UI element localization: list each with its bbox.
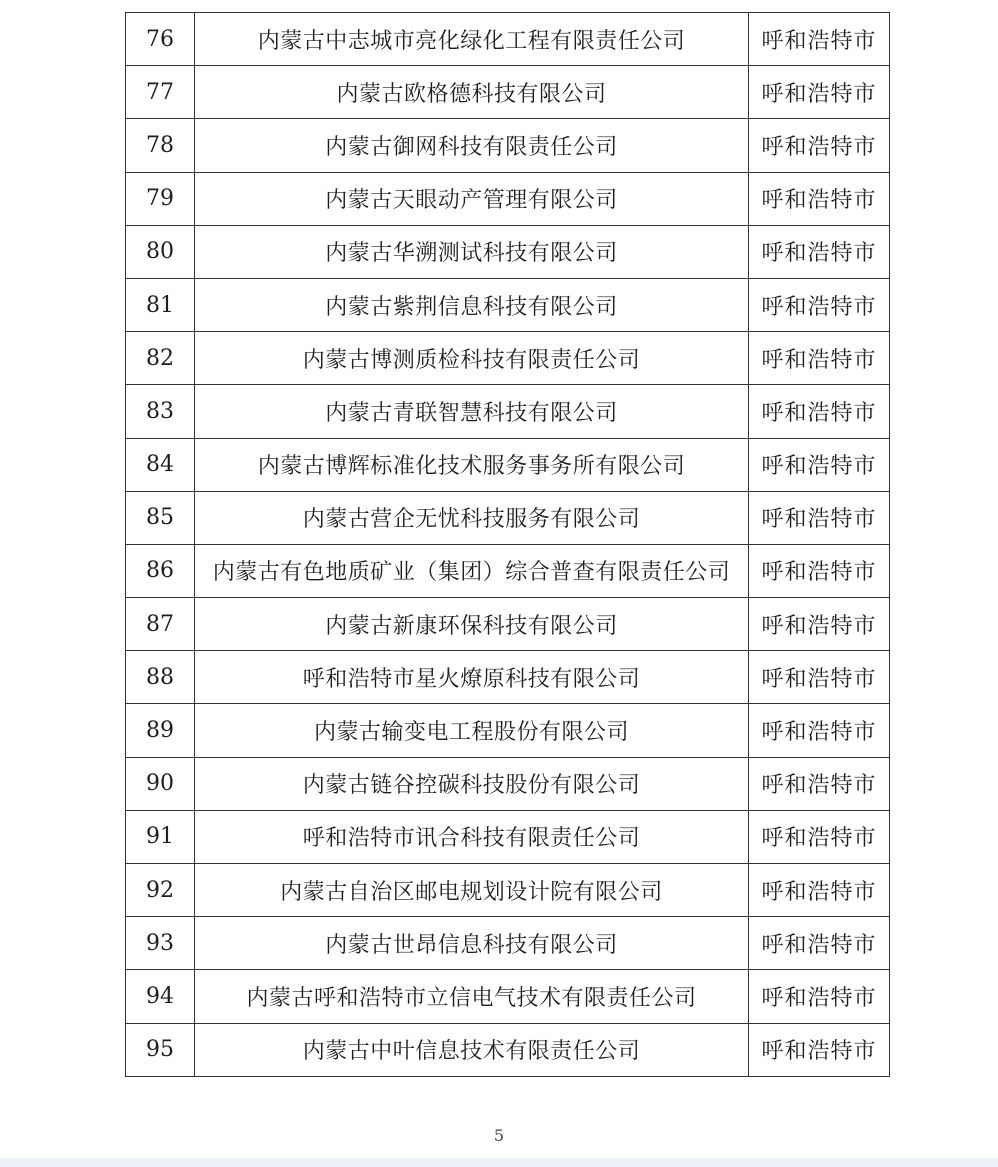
city-cell: 呼和浩特市 xyxy=(749,172,890,225)
city-cell: 呼和浩特市 xyxy=(749,438,890,491)
table-row xyxy=(126,1023,890,1076)
company-name-cell: 呼和浩特市讯合科技有限责任公司 xyxy=(195,810,749,863)
city-cell: 呼和浩特市 xyxy=(749,598,890,651)
row-number-cell: 89 xyxy=(126,704,195,757)
row-number-cell: 85 xyxy=(126,491,195,544)
city-cell: 呼和浩特市 xyxy=(749,66,890,119)
table-row xyxy=(126,225,890,278)
company-name-cell: 内蒙古链谷控碳科技股份有限公司 xyxy=(195,757,749,810)
table-row xyxy=(126,385,890,438)
table-row xyxy=(126,491,890,544)
table-row xyxy=(126,917,890,970)
row-number-cell: 82 xyxy=(126,332,195,385)
row-number-cell: 80 xyxy=(126,225,195,278)
city-cell: 呼和浩特市 xyxy=(749,332,890,385)
company-name-cell: 内蒙古天眼动产管理有限公司 xyxy=(195,172,749,225)
company-name-cell: 内蒙古紫荆信息科技有限公司 xyxy=(195,278,749,331)
table-row xyxy=(126,438,890,491)
row-number-cell: 88 xyxy=(126,651,195,704)
city-cell: 呼和浩特市 xyxy=(749,544,890,597)
city-cell: 呼和浩特市 xyxy=(749,278,890,331)
row-number-cell: 78 xyxy=(126,119,195,172)
city-cell: 呼和浩特市 xyxy=(749,13,890,66)
row-number-cell: 93 xyxy=(126,917,195,970)
company-name-cell: 内蒙古有色地质矿业（集团）综合普查有限责任公司 xyxy=(195,544,749,597)
table-row xyxy=(126,757,890,810)
page-number: 5 xyxy=(493,1126,505,1145)
table-row xyxy=(126,332,890,385)
company-name-cell: 内蒙古新康环保科技有限公司 xyxy=(195,598,749,651)
city-cell: 呼和浩特市 xyxy=(749,491,890,544)
table-row xyxy=(126,970,890,1023)
table-row xyxy=(126,278,890,331)
row-number-cell: 92 xyxy=(126,864,195,917)
table-row xyxy=(126,704,890,757)
company-name-cell: 内蒙古青联智慧科技有限公司 xyxy=(195,385,749,438)
table-row xyxy=(126,651,890,704)
row-number-cell: 95 xyxy=(126,1023,195,1076)
table-row xyxy=(126,810,890,863)
row-number-cell: 90 xyxy=(126,757,195,810)
row-number-cell: 83 xyxy=(126,385,195,438)
row-number-cell: 76 xyxy=(126,13,195,66)
city-cell: 呼和浩特市 xyxy=(749,651,890,704)
city-cell: 呼和浩特市 xyxy=(749,225,890,278)
company-table xyxy=(125,12,890,1077)
city-cell: 呼和浩特市 xyxy=(749,810,890,863)
company-name-cell: 内蒙古博辉标准化技术服务事务所有限公司 xyxy=(195,438,749,491)
city-cell: 呼和浩特市 xyxy=(749,757,890,810)
row-number-cell: 84 xyxy=(126,438,195,491)
company-name-cell: 内蒙古中志城市亮化绿化工程有限责任公司 xyxy=(195,13,749,66)
city-cell: 呼和浩特市 xyxy=(749,864,890,917)
company-name-cell: 内蒙古中叶信息技术有限责任公司 xyxy=(195,1023,749,1076)
company-name-cell: 内蒙古世昂信息科技有限公司 xyxy=(195,917,749,970)
table-row xyxy=(126,13,890,66)
company-name-cell: 内蒙古自治区邮电规划设计院有限公司 xyxy=(195,864,749,917)
city-cell: 呼和浩特市 xyxy=(749,1023,890,1076)
company-name-cell: 内蒙古欧格德科技有限公司 xyxy=(195,66,749,119)
row-number-cell: 91 xyxy=(126,810,195,863)
table-row xyxy=(126,864,890,917)
city-cell: 呼和浩特市 xyxy=(749,385,890,438)
table-row xyxy=(126,598,890,651)
row-number-cell: 87 xyxy=(126,598,195,651)
row-number-cell: 81 xyxy=(126,278,195,331)
company-name-cell: 内蒙古博测质检科技有限责任公司 xyxy=(195,332,749,385)
company-name-cell: 内蒙古呼和浩特市立信电气技术有限责任公司 xyxy=(195,970,749,1023)
row-number-cell: 94 xyxy=(126,970,195,1023)
company-name-cell: 内蒙古营企无忧科技服务有限公司 xyxy=(195,491,749,544)
company-name-cell: 内蒙古御网科技有限责任公司 xyxy=(195,119,749,172)
company-table-body xyxy=(126,13,890,1077)
row-number-cell: 79 xyxy=(126,172,195,225)
table-row xyxy=(126,119,890,172)
table-row xyxy=(126,66,890,119)
row-number-cell: 86 xyxy=(126,544,195,597)
company-name-cell: 呼和浩特市星火燎原科技有限公司 xyxy=(195,651,749,704)
company-name-cell: 内蒙古输变电工程股份有限公司 xyxy=(195,704,749,757)
table-row xyxy=(126,544,890,597)
city-cell: 呼和浩特市 xyxy=(749,970,890,1023)
page-bottom-edge xyxy=(0,1158,998,1167)
city-cell: 呼和浩特市 xyxy=(749,704,890,757)
row-number-cell: 77 xyxy=(126,66,195,119)
city-cell: 呼和浩特市 xyxy=(749,119,890,172)
company-name-cell: 内蒙古华溯测试科技有限公司 xyxy=(195,225,749,278)
city-cell: 呼和浩特市 xyxy=(749,917,890,970)
table-row xyxy=(126,172,890,225)
